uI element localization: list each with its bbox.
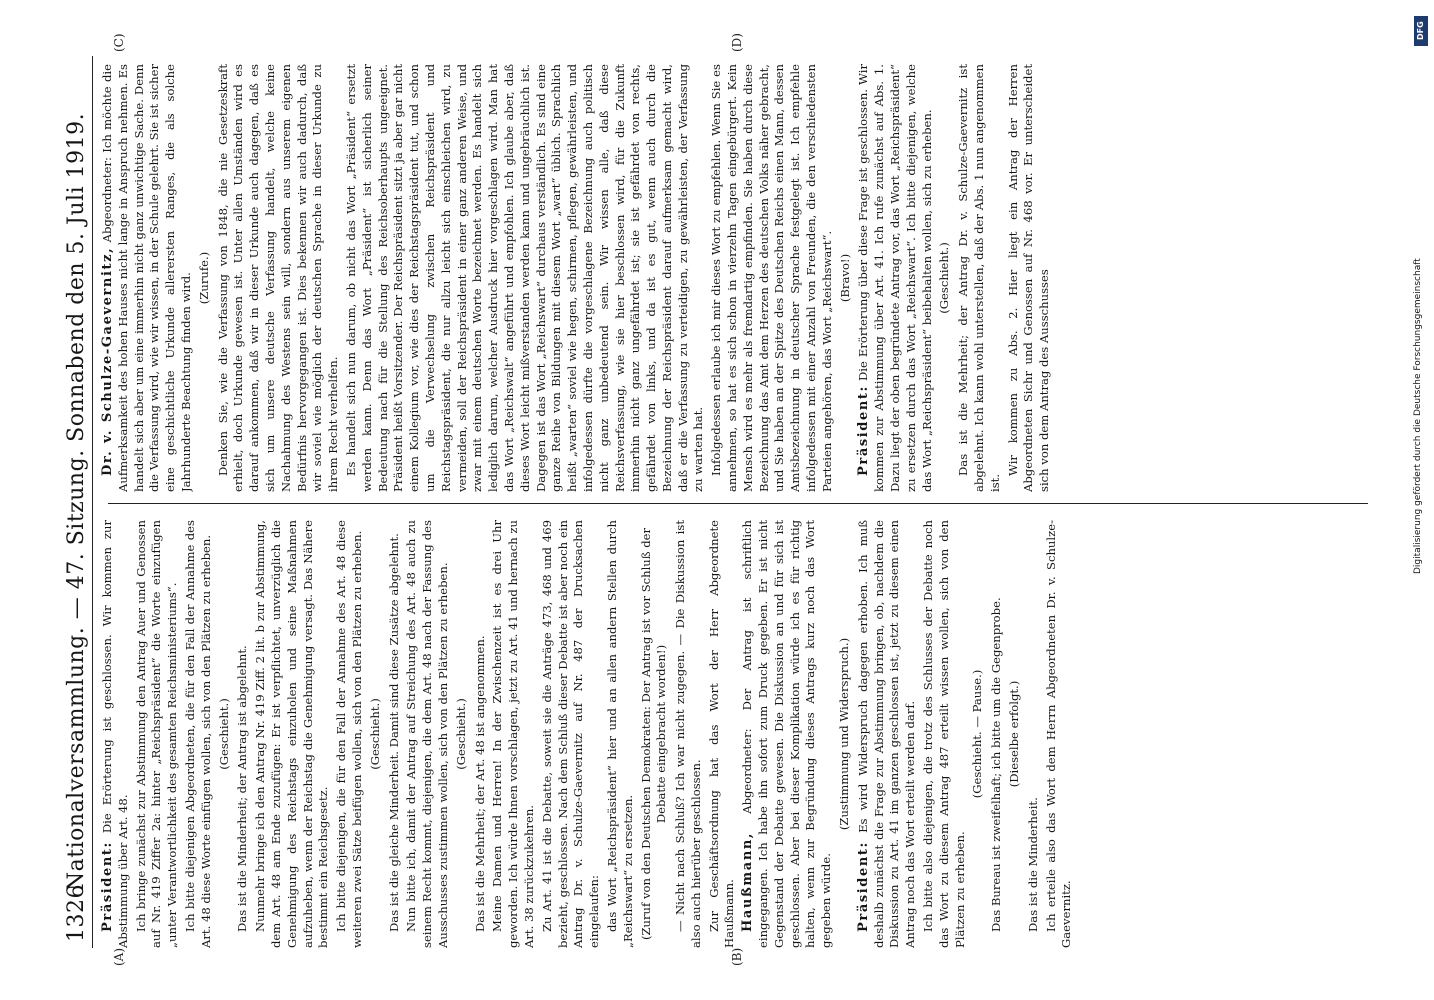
dfg-logo-icon: DFG	[1414, 16, 1428, 46]
paragraph-text: Das ist die gleiche Minderheit. Damit sind diese Zusätze abgelehnt.	[386, 533, 401, 932]
paragraph	[1026, 520, 1042, 948]
paragraph	[134, 520, 181, 948]
paragraph	[490, 520, 537, 948]
paragraph-text: Abgeordneter: Der Antrag ist schriftlich eingegangen. Ich habe ihn sofort zum Druck gegeben. Er ist nicht Gegenstand der Debatte gewesen. Die Diskussion an und für sich ist geschlossen. Aber bei dieser Komplikation würde ich es für richtig halten, wenn zur Begründung dieses Antrags kurz noch das Wort gegeben würde.	[740, 520, 834, 948]
paragraph	[334, 520, 366, 948]
page-title: Nationalversammlung. — 47. Sitzung. Sonnabend den 5. Juli 1919.	[64, 112, 89, 892]
paragraph	[1006, 64, 1053, 492]
interjection: (Bravo!)	[837, 253, 852, 303]
paragraph-text: Das ist die Mehrheit; der Art. 48 ist angenommen.	[472, 635, 487, 932]
interjection: (Zuruf von den Deutschen Demokraten: Der Antrag ist vor Schluß der Debatte eingebracht worden!)	[638, 527, 669, 941]
speaker-name: Präsident:	[856, 385, 872, 476]
paragraph-text: Es wird Widerspruch dagegen erhoben. Ich muß deshalb zunächst die Frage zur Abstimmung bringen, ob, nachdem die Diskussion zu Art. 41 im ganzen geschlossen ist, jetzt zu diesem einen Antrag noch das Wort erteilt werden darf.	[855, 520, 918, 948]
paragraph-text: das Wort „Reichspräsident“ hier und an allen andern Stellen durch „Reichswart“ zu ersetzen.	[604, 520, 635, 948]
paragraph-text: Meine Damen und Herren! In der Zwischenzeit ist es drei Uhr geworden. Ich würde Ihnen vorschlagen, jetzt zu Art. 41 und hernach zu Art. 38 zurückzukehren.	[490, 520, 536, 948]
paragraph-text: Es handelt sich nun darum, ob nicht das Wort „Präsident“ ersetzt werden kann. Denn das Wort „Präsident“ ist sicherlich seiner Bedeutung nach für die Stellung des Reichsoberhaupts ungeeignet. Präsident heißt Vorsitzender. Der Reichspräsident sitzt ja aber gar nicht einem Kollegium vor, wie dies der Reichstagspräsident tut, und schon um die Verwechselung zwischen Reichspräsident und Reichstagspräsident, die nur allzu leicht sich einschleichen wird, zu vermeiden, soll der Reichspräsident in einer ganz anderen Weise, und zwar mit einem deutschen Worte bezeichnet werden. Es handelt sich lediglich darum, welcher Ausdruck hier vorgeschlagen wird. Man hat das Wort „Reichswalt“ angeführt und empfohlen. Ich glaube aber, daß dieses Wort leicht mißverstanden werden kann und ungebräuchlich ist. Dagegen ist das Wort „Reichswart“ durchaus verständlich. Es sind eine ganze Reihe von Bildungen mit diesem Wort „wart“ üblich. Sprachlich heißt „warten“ soviel wie hegen, schirmen, pflegen, gewährleisten, und infolgedessen dürfte die vorgeschlagene Bezeichnung auch politisch nicht ganz unbedeutend sein. Wir wissen alle, daß diese Reichsverfassung, wie sie hier beschlossen wird, für die Zukunft immerhin nicht ganz ungefährdet ist; sie ist gefährdet von rechts, gefährdet von links, und da ist es gut, wenn auch durch die Bezeichnung der Reichspräsident darauf aufmerksam gemacht wird, daß er die Verfassung zu verteidigen, zu gewährleisten, der Verfassung zu warten hat.	[343, 64, 706, 492]
digitization-stamp	[1411, 10, 1431, 574]
paragraph	[183, 520, 215, 948]
paragraph	[989, 520, 1005, 948]
paragraph-text: Wir kommen zu Abs. 2. Hier liegt ein Antrag der Herren Abgeordneten Sichr und Genossen auf Nr. 468 vor. Er unterscheidet sich von dem Antrag des Ausschusses	[1005, 64, 1052, 492]
interjection: (Zurufe.)	[196, 251, 211, 305]
paragraph-text: Ich bringe zunächst zur Abstimmung den Antrag Auer und Genossen auf Nr. 419 Ziffer 2a: hinter „Reichspräsident“ die Worte einzufügen „unter Verantwortlichkeit des gesamten Reichsministeriums“.	[133, 520, 180, 948]
speaker-name: Präsident:	[855, 841, 871, 932]
paragraph-text: Die Erörterung ist geschlossen. Wir kommen zur Abstimmung über Art. 48.	[100, 520, 130, 948]
paragraph	[344, 64, 707, 492]
speech-paragraph	[740, 520, 835, 948]
paragraph-text: Nunmehr bringe ich den Antrag Nr. 419 Ziff. 2 lit. b zur Abstimmung, dem Art. 48 am Ende zuzufügen: Er ist verpflichtet, unverzüglich die Genehmigung des Reichstags einzuholen und seine Maßnahmen aufzuheben, wenn der Reichstag die Genehmigung versagt. Das Nähere bestimmt ein Reichsgesetz.	[253, 520, 331, 948]
digitization-text: Digitalisierung gefördert durch die Deutsche Forschungsgemeinschaft	[1413, 258, 1423, 574]
speech-paragraph	[100, 520, 132, 948]
interjection: (Geschieht.)	[937, 242, 952, 314]
interjection: (Geschieht. — Pause.)	[970, 669, 985, 799]
speaker-name: Dr. v. Schulze-Gaevernitz,	[100, 246, 115, 476]
margin-mark-b: (B)	[730, 947, 744, 966]
interjection: (Zustimmung und Widerspruch.)	[837, 637, 852, 831]
paragraph	[709, 64, 835, 492]
speech-paragraph	[856, 520, 919, 948]
paragraph	[473, 520, 489, 948]
margin-mark-c: (C)	[112, 33, 126, 52]
paragraph-text: Das ist die Minderheit; der Antrag ist abgelehnt.	[235, 645, 250, 932]
paragraph-text: Ich erteile also das Wort dem Herrn Abgeordneten Dr. v. Schulze-Gaevernitz.	[1043, 520, 1074, 948]
margin-mark-d: (D)	[730, 33, 744, 52]
text-columns	[100, 56, 1390, 948]
interjection: (Geschieht.)	[216, 698, 231, 770]
margin-mark-a: (A)	[112, 947, 126, 966]
paragraph	[673, 520, 705, 948]
paragraph-text: Ich bitte diejenigen, die für den Fall der Annahme des Art. 48 diese weiteren zwei Sätze beifügen wollen, sich von den Plätzen zu erheben.	[334, 520, 364, 948]
speech-paragraph	[856, 64, 935, 492]
paragraph	[235, 520, 251, 948]
column-divider	[108, 503, 1368, 504]
paragraph-text: Das ist die Mehrheit; der Antrag Dr. v. Schulze-Gaevernitz ist abgelehnt. Ich kann wohl unterstellen, daß der Abs. 1 nun angenommen ist.	[956, 64, 1002, 492]
interjection: (Geschieht.)	[453, 698, 468, 770]
paragraph-text: Infolgedessen erlaube ich mir dieses Wort zu empfehlen. Wenn Sie es annehmen, so hat es sich schon in vierzehn Tagen eingebürgert. Kein Mensch wird es mehr als fremdartig empfinden. Sie haben durch diese Bezeichnung das Amt dem Herzen des deutschen Volks näher gebracht, und Sie haben an der Spitze des Deutschen Reichs einen Mann, dessen Amtsbezeichnung in deutscher Sprache festgelegt ist. Ich empfehle infolgedessen mit einer Anzahl von Freunden, die den verschiedensten Parteien angehören, das Wort „Reichswart“.	[709, 64, 834, 492]
speech-paragraph	[100, 64, 195, 492]
paragraph-text: Nun bitte ich, damit der Antrag auf Streichung des Art. 48 auch zu seinem Recht kommt, diejenigen, die dem Art. 48 nach der Fassung des Ausschusses zustimmen wollen, sich von den Plätzen zu erheben.	[404, 520, 450, 948]
page-number: 1326	[64, 884, 89, 942]
paragraph-text: Ich bitte diejenigen Abgeordneten, die für den Fall der Annahme des Art. 48 diese Worte einfügen wollen, sich von den Plätzen zu erheben.	[182, 520, 213, 948]
paragraph-text: Die Erörterung über diese Frage ist geschlossen. Wir kommen zur Abstimmung über Art. 41. Ich rufe zunächst auf Abs. 1. Dazu liegt der oben begründete Antrag vor, das Wort „Reichspräsident“ zu ersetzen durch das Wort „Reichswart“. Ich bitte diejenigen, welche das Wort „Reichspräsident“ beibehalten wollen, sich zu erheben.	[856, 64, 934, 492]
right-column	[100, 64, 1390, 492]
paragraph	[1044, 520, 1076, 948]
speaker-name: Präsident:	[100, 841, 115, 932]
paragraph-text: Zur Geschäftsordnung hat das Wort der Herr Abgeordnete Haußmann.	[706, 520, 737, 948]
paragraph	[605, 520, 637, 948]
left-column	[100, 520, 1390, 948]
paragraph	[707, 520, 739, 948]
paragraph	[216, 64, 342, 492]
paragraph-text: Denken Sie, wie die Verfassung von 1848, die nie Gesetzeskraft erhielt, doch Urkunde gewesen ist. Unter allen Umständen wird es darauf ankommen, daß wir in dieser Urkunde auch dagegen, daß es sich um unsere deutsche Verfassung handelt, welche keine Nachahmung des Westens sein will, sondern aus unserem eigenen Bedürfnis hervorgegangen ist. Dies bekennen wir auch dadurch, daß wir soviel wie möglich der deutschen Sprache in dieser Urkunde zu ihrem Recht verhelfen.	[215, 64, 341, 492]
page-header	[58, 56, 93, 948]
interjection: (Dieselbe erfolgt.)	[1007, 680, 1022, 788]
speaker-name: Haußmann,	[740, 831, 756, 932]
paragraph-text: Das Bureau ist zweifelhaft; ich bitte um die Gegenprobe.	[989, 597, 1004, 932]
paragraph	[956, 64, 1003, 492]
paragraph-text: — Nicht nach Schluß? Ich war nicht zugegen. — Die Diskussion ist also auch hierüber geschlossen.	[673, 520, 703, 948]
paragraph-text: Ich bitte also diejenigen, die trotz des Schlusses der Debatte noch das Wort zu diesem Antrag 487 erteilt wissen wollen, sich von den Plätzen zu erheben.	[921, 520, 967, 948]
paragraph-text: Das ist die Minderheit.	[1025, 797, 1040, 932]
paragraph	[387, 520, 403, 948]
paragraph-text: Abgeordneter: Ich möchte die Aufmerksamkeit des hohen Hauses nicht lange in Anspruch nehmen. Es handelt sich aber um eine immerhin nicht ganz unwichtige Sache. Denn die Verfassung wird, wie wir wissen, in der Schule gelehrt. Sie ist sicher eine geschichtliche Urkunde allerersten Ranges, die als solche Jahrhunderte Beachtung finden wird.	[100, 64, 193, 492]
paragraph	[540, 520, 603, 948]
interjection: (Geschieht.)	[367, 698, 382, 770]
paragraph	[921, 520, 968, 948]
paragraph-text: Zu Art. 41 ist die Debatte, soweit sie die Anträge 473, 468 und 469 bezieht, geschlossen. Nach dem Schluß dieser Debatte ist aber noch ein Antrag Dr. v. Schulze-Gaevernitz auf Nr. 487 der Drucksachen eingelaufen:	[539, 520, 602, 948]
paragraph	[404, 520, 451, 948]
paragraph	[253, 520, 332, 948]
